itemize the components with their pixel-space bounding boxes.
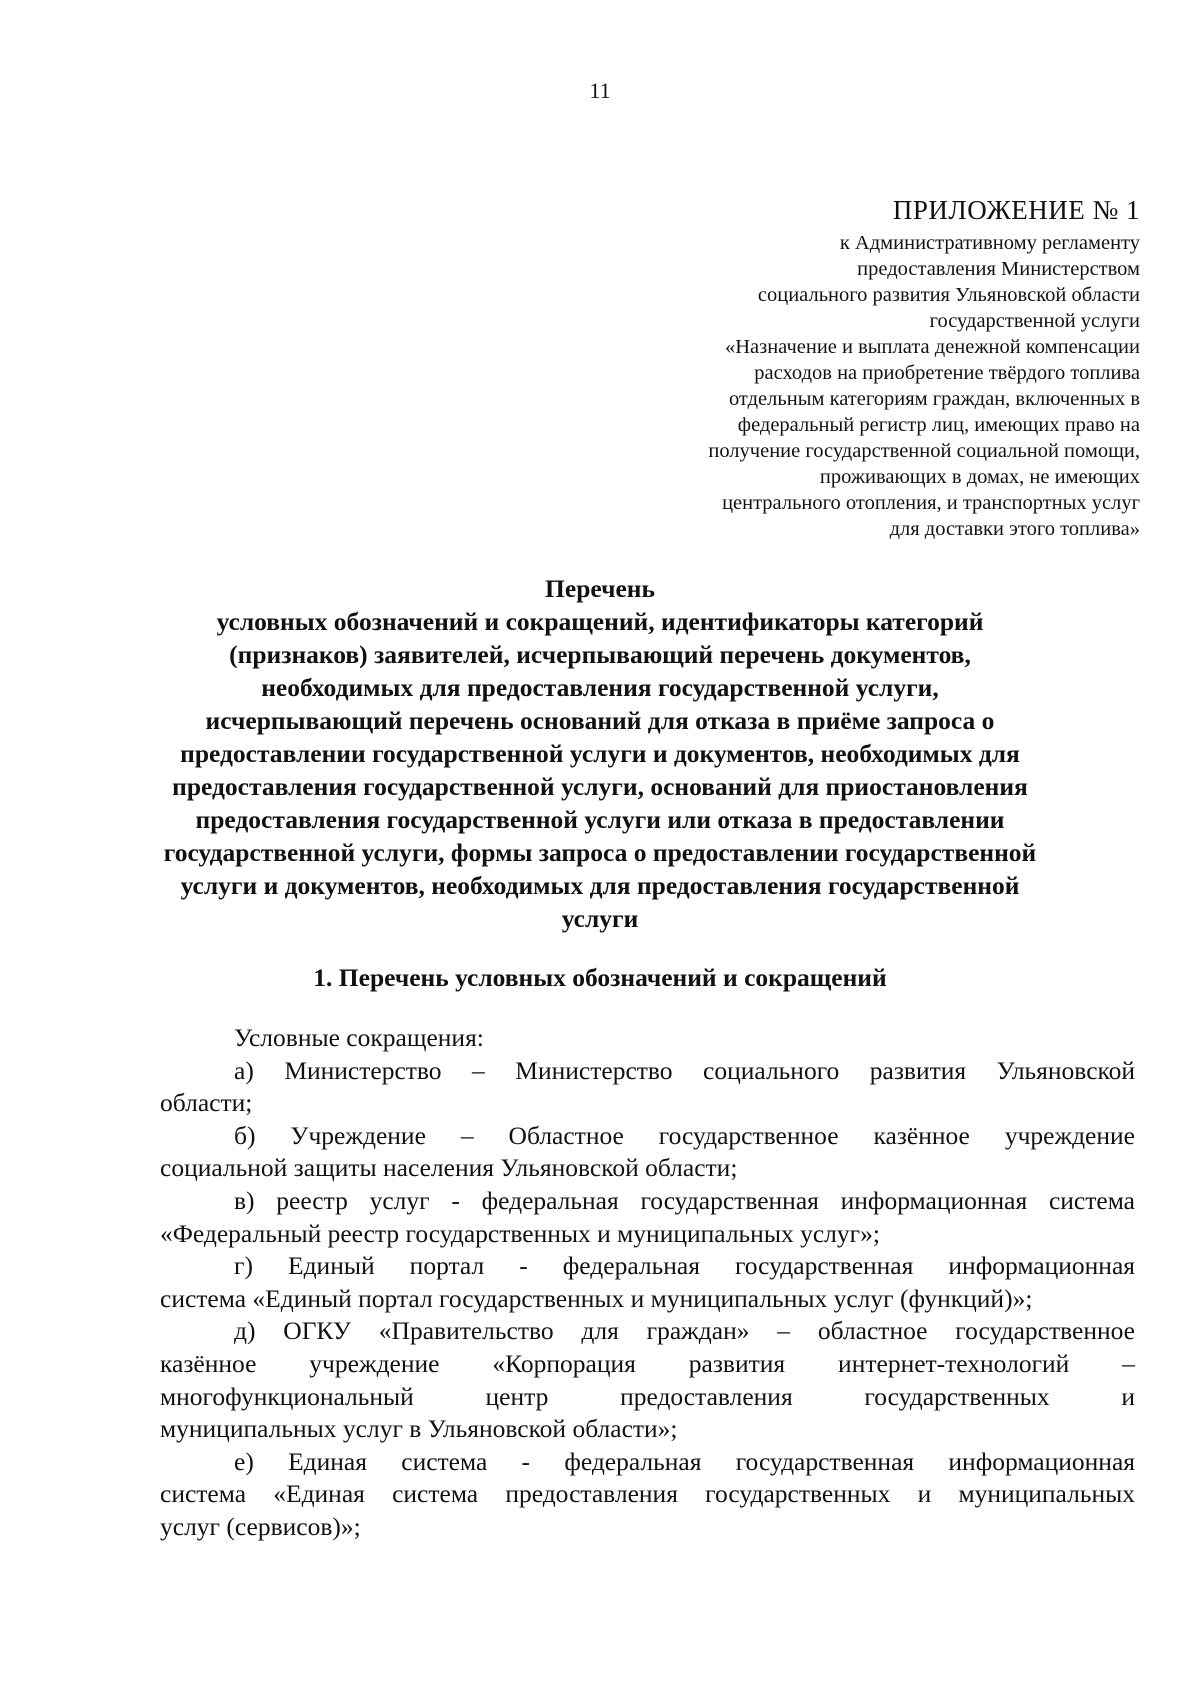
appendix-title: ПРИЛОЖЕНИЕ № 1 (892, 195, 1140, 225)
appendix-line: для доставки этого топлива» (889, 518, 1140, 540)
section-title: 1. Перечень условных обозначений и сокращений (313, 963, 887, 992)
appendix-line: социального развития Ульяновской области (757, 284, 1140, 306)
appendix-line: к Административному регламенту (839, 232, 1140, 254)
appendix-line: отдельным категориям граждан, включенных в (728, 388, 1140, 410)
appendix-line: расходов на приобретение твёрдого топлива (754, 362, 1140, 384)
body-line: Условные сокращения: (234, 1023, 484, 1052)
heading-line: необходимых для предоставления государственной услуги, (261, 673, 939, 702)
body-line: муниципальных услуг в Ульяновской области»; (160, 1414, 678, 1444)
appendix-line: предоставления Министерством (857, 258, 1140, 280)
heading-line: предоставлении государственной услуги и документов, необходимых для (180, 739, 1020, 768)
heading-line: исчерпывающий перечень оснований для отказа в приёме запроса о (205, 706, 995, 735)
body-line: «Федеральный реестр государственных и муниципальных услуг»; (160, 1218, 880, 1248)
body-line: г) Единый портал - федеральная государственная информационная (234, 1251, 1135, 1281)
body-line: казённое учреждение «Корпорация развития интернет-технологий – (160, 1348, 1135, 1378)
document-heading (140, 572, 1060, 935)
heading-line: (признаков) заявителей, исчерпывающий перечень документов, (229, 640, 971, 669)
appendix-caption (580, 230, 1140, 542)
body-line: система «Единый портал государственных и муниципальных услуг (функций)»; (160, 1283, 1033, 1313)
appendix-line: проживающих в домах, не имеющих (819, 466, 1140, 488)
appendix-block (580, 192, 1140, 542)
body-line: социальной защиты населения Ульяновской области; (160, 1153, 738, 1183)
heading-line: услуги (561, 904, 639, 933)
heading-line: Перечень (545, 574, 655, 603)
body-line: а) Министерство – Министерство социального развития Ульяновской (234, 1055, 1135, 1085)
appendix-line: федеральный регистр лиц, имеющих право на (737, 414, 1140, 436)
appendix-line: «Назначение и выплата денежной компенсации (724, 336, 1140, 358)
body-text (160, 1022, 1135, 1544)
body-line: д) ОГКУ «Правительство для граждан» – областное государственное (234, 1316, 1135, 1346)
appendix-line: государственной услуги (929, 310, 1140, 332)
body-line: б) Учреждение – Областное государственное казённое учреждение (234, 1120, 1135, 1150)
appendix-line: получение государственной социальной помощи, (708, 440, 1140, 462)
body-line: система «Единая система предоставления государственных и муниципальных (160, 1479, 1135, 1509)
heading-line: предоставления государственной услуги, оснований для приостановления (172, 772, 1028, 801)
appendix-line: центрального отопления, и транспортных услуг (722, 492, 1140, 514)
body-line: услуг (сервисов)»; (160, 1511, 361, 1541)
heading-line: услуги и документов, необходимых для предоставления государственной (180, 871, 1020, 900)
body-line: области; (160, 1088, 253, 1118)
body-line: е) Единая система - федеральная государственная информационная (234, 1446, 1135, 1476)
body-line: многофункциональный центр предоставления государственных и (160, 1381, 1135, 1411)
heading-line: условных обозначений и сокращений, идентификаторы категорий (216, 607, 984, 636)
heading-line: предоставления государственной услуги или отказа в предоставлении (195, 805, 1005, 834)
page-number: 11 (589, 78, 611, 103)
body-line: в) реестр услуг - федеральная государственная информационная система (234, 1185, 1135, 1215)
heading-line: государственной услуги, формы запроса о предоставлении государственной (163, 838, 1037, 867)
